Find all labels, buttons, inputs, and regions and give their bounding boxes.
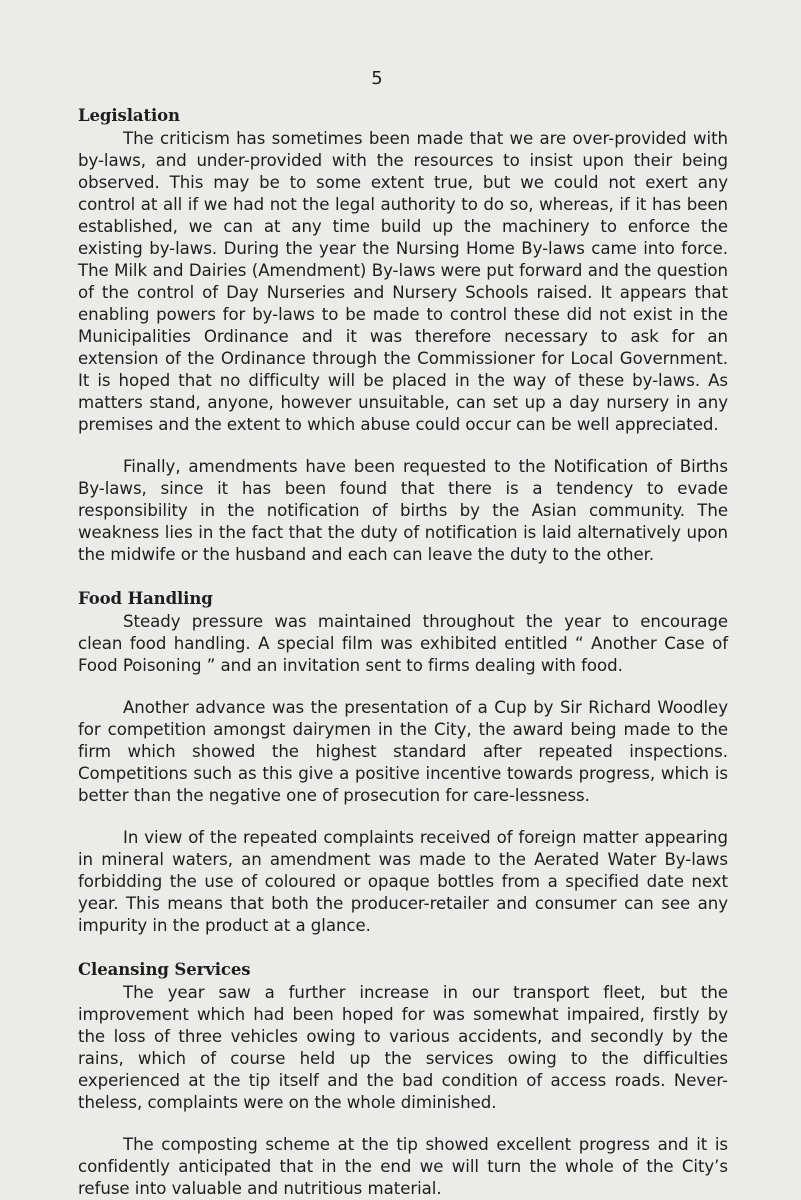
paragraph: Finally, amendments have been requested to the Notification of Births By-laws, since it has been found that there is a tendency to evade responsibility in the notification of births by the Asian community. The weakness lies in the fact that the duty of notification is laid alternatively upon the midwife or the husband and each can leave the duty to the other. xyxy=(78,457,728,564)
document-body xyxy=(78,104,728,1200)
paragraph: The composting scheme at the tip showed excellent progress and it is confidently anticipated that in the end we will turn the whole of the City’s refuse into valuable and nutritious material. xyxy=(78,1135,728,1198)
paragraph: Steady pressure was maintained throughout the year to encourage clean food handling. A special film was exhibited entitled “ Another Case of Food Poisoning ” and an invitation sent to firms dealing with food. xyxy=(78,612,728,675)
section-cleansing-services xyxy=(78,958,728,1200)
paragraph: The criticism has sometimes been made that we are over-provided with by-laws, and under-provided with the resources to insist upon their being observed. This may be to some extent true, but we could not exert any control at all if we had not the legal authority to do so, whereas, if it has been established, we can at any time build up the machinery to enforce the existing by-laws. During the year the Nursing Home By-laws came into force. The Milk and Dairies (Amendment) By-laws were put forward and the question of the control of Day Nurseries and Nursery Schools raised. It appears that enabling powers for by-laws to be made to control these did not exist in the Municipalities Ordinance and it was therefore necessary to ask for an extension of the Ordinance through the Commissioner for Local Government. It is hoped that no difficulty will be placed in the way of these by-laws. As matters stand, anyone, however unsuitable, can set up a day nursery in any premises and the extent to which abuse could occur can be well appreciated. xyxy=(78,129,728,434)
section-heading: Food Handling xyxy=(78,589,213,608)
paragraph: The year saw a further increase in our transport fleet, but the improvement which had been hoped for was somewhat impaired, firstly by the loss of three vehicles owing to various accidents, and secondly by the rains, which of course held up the services owing to the difficulties experienced at the tip itself and the bad condition of access roads. Never-theless, complaints were on the whole diminished. xyxy=(78,983,728,1112)
paragraph: In view of the repeated complaints received of foreign matter appearing in mineral waters, an amendment was made to the Aerated Water By-laws forbidding the use of coloured or opaque bottles from a specified date next year. This means that both the producer-retailer and consumer can see any impurity in the product at a glance. xyxy=(78,828,728,935)
section-food-handling xyxy=(78,587,728,937)
page-number: 5 xyxy=(371,68,383,89)
section-heading: Legislation xyxy=(78,106,180,125)
section-heading: Cleansing Services xyxy=(78,960,251,979)
section-legislation xyxy=(78,104,728,566)
paragraph: Another advance was the presentation of a Cup by Sir Richard Woodley for competition amongst dairymen in the City, the award being made to the firm which showed the highest standard after repeated inspections. Competitions such as this give a positive incentive towards progress, which is better than the negative one of prosecution for care-lessness. xyxy=(78,698,728,805)
